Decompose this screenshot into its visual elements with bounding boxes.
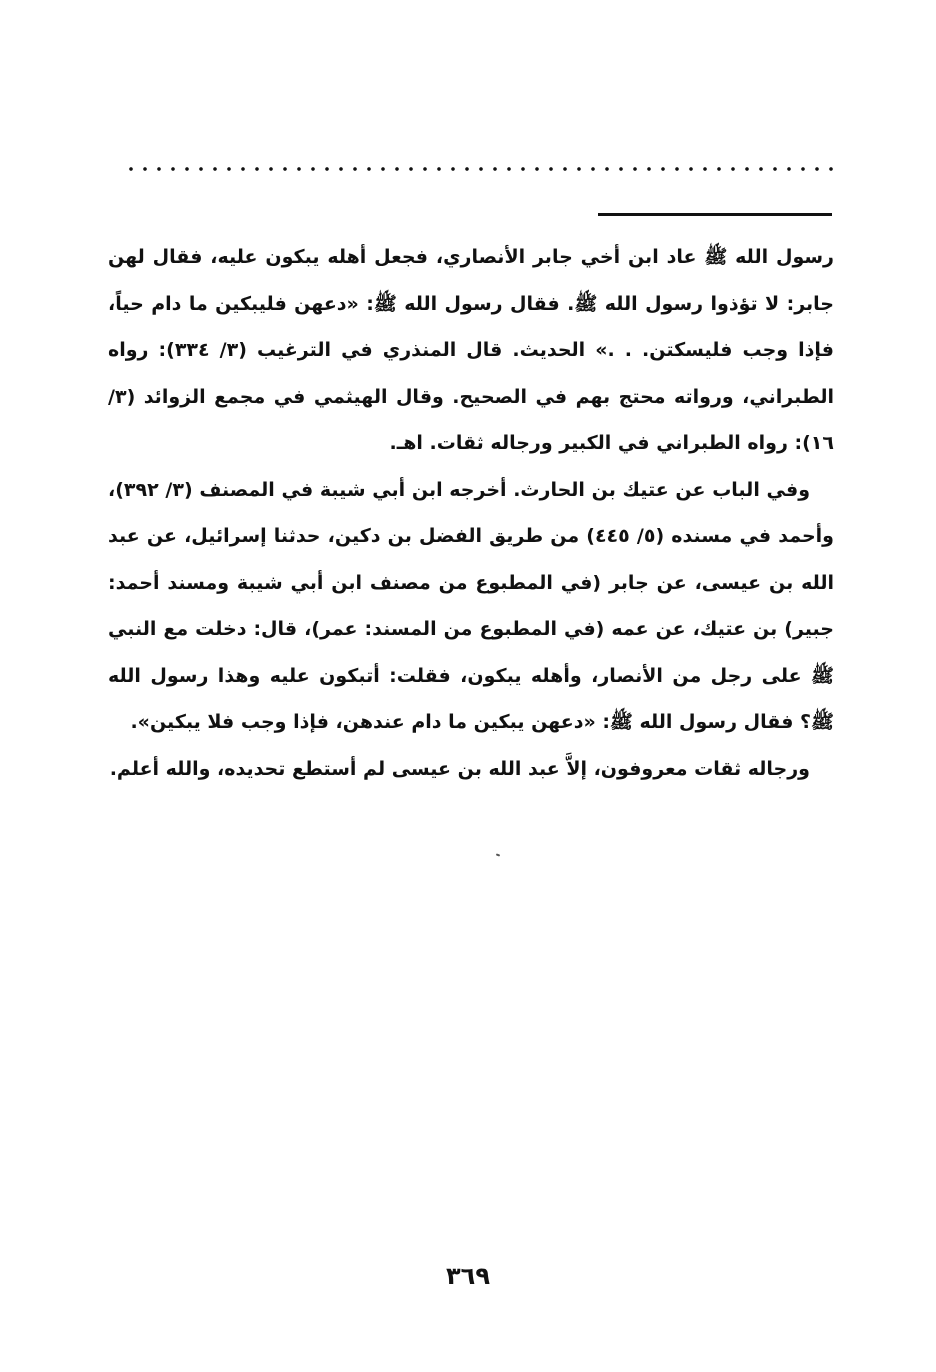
page-number: ٣٦٩ xyxy=(446,1262,490,1290)
paragraph-1: رسول الله ﷺ عاد ابن أخي جابر الأنصاري، فجعل أهله يبكون عليه، فقال لهن جابر: لا تؤذوا رسول الله ﷺ. فقال رسول الله ﷺ: «دعهن فليبكين ما دام حياً، فإذا وجب فليسكتن. . .» الحديث. قال المنذري في الترغيب (٣/ ٣٣٤): رواه الطبراني، ورواته محتج بهم في الصحيح. وقال الهيثمي في مجمع الزوائد (٣/ ١٦): رواه الطبراني في الكبير ورجاله ثقات. اهـ. xyxy=(108,246,835,454)
paragraph-3: ورجاله ثقات معروفون، إلاَّ عبد الله بن عيسى لم أستطع تحديده، والله أعلم. xyxy=(109,757,810,780)
dotted-separator xyxy=(124,166,834,172)
scan-speck xyxy=(496,853,500,856)
footnote-rule xyxy=(598,213,832,216)
paragraph-2: وفي الباب عن عتيك بن الحارث. أخرجه ابن أبي شيبة في المصنف (٣/ ٣٩٢)، وأحمد في مسنده (٥/ ٤٤٥) من طريق الفضل بن دكين، حدثنا إسرائيل، عن عبد الله بن عيسى، عن جابر (في المطبوع من مصنف ابن أبي شيبة ومسند أحمد: جبير) بن عتيك، عن عمه (في المطبوع من المسند: عمر)، قال: دخلت مع النبي ﷺ على رجل من الأنصار، وأهله يبكون، فقلت: أتبكون عليه وهذا رسول الله ﷺ؟ فقال رسول الله ﷺ: «دعهن يبكين ما دام عندهن، فإذا وجب فلا يبكين». xyxy=(108,478,834,733)
footnote-text xyxy=(108,234,834,792)
